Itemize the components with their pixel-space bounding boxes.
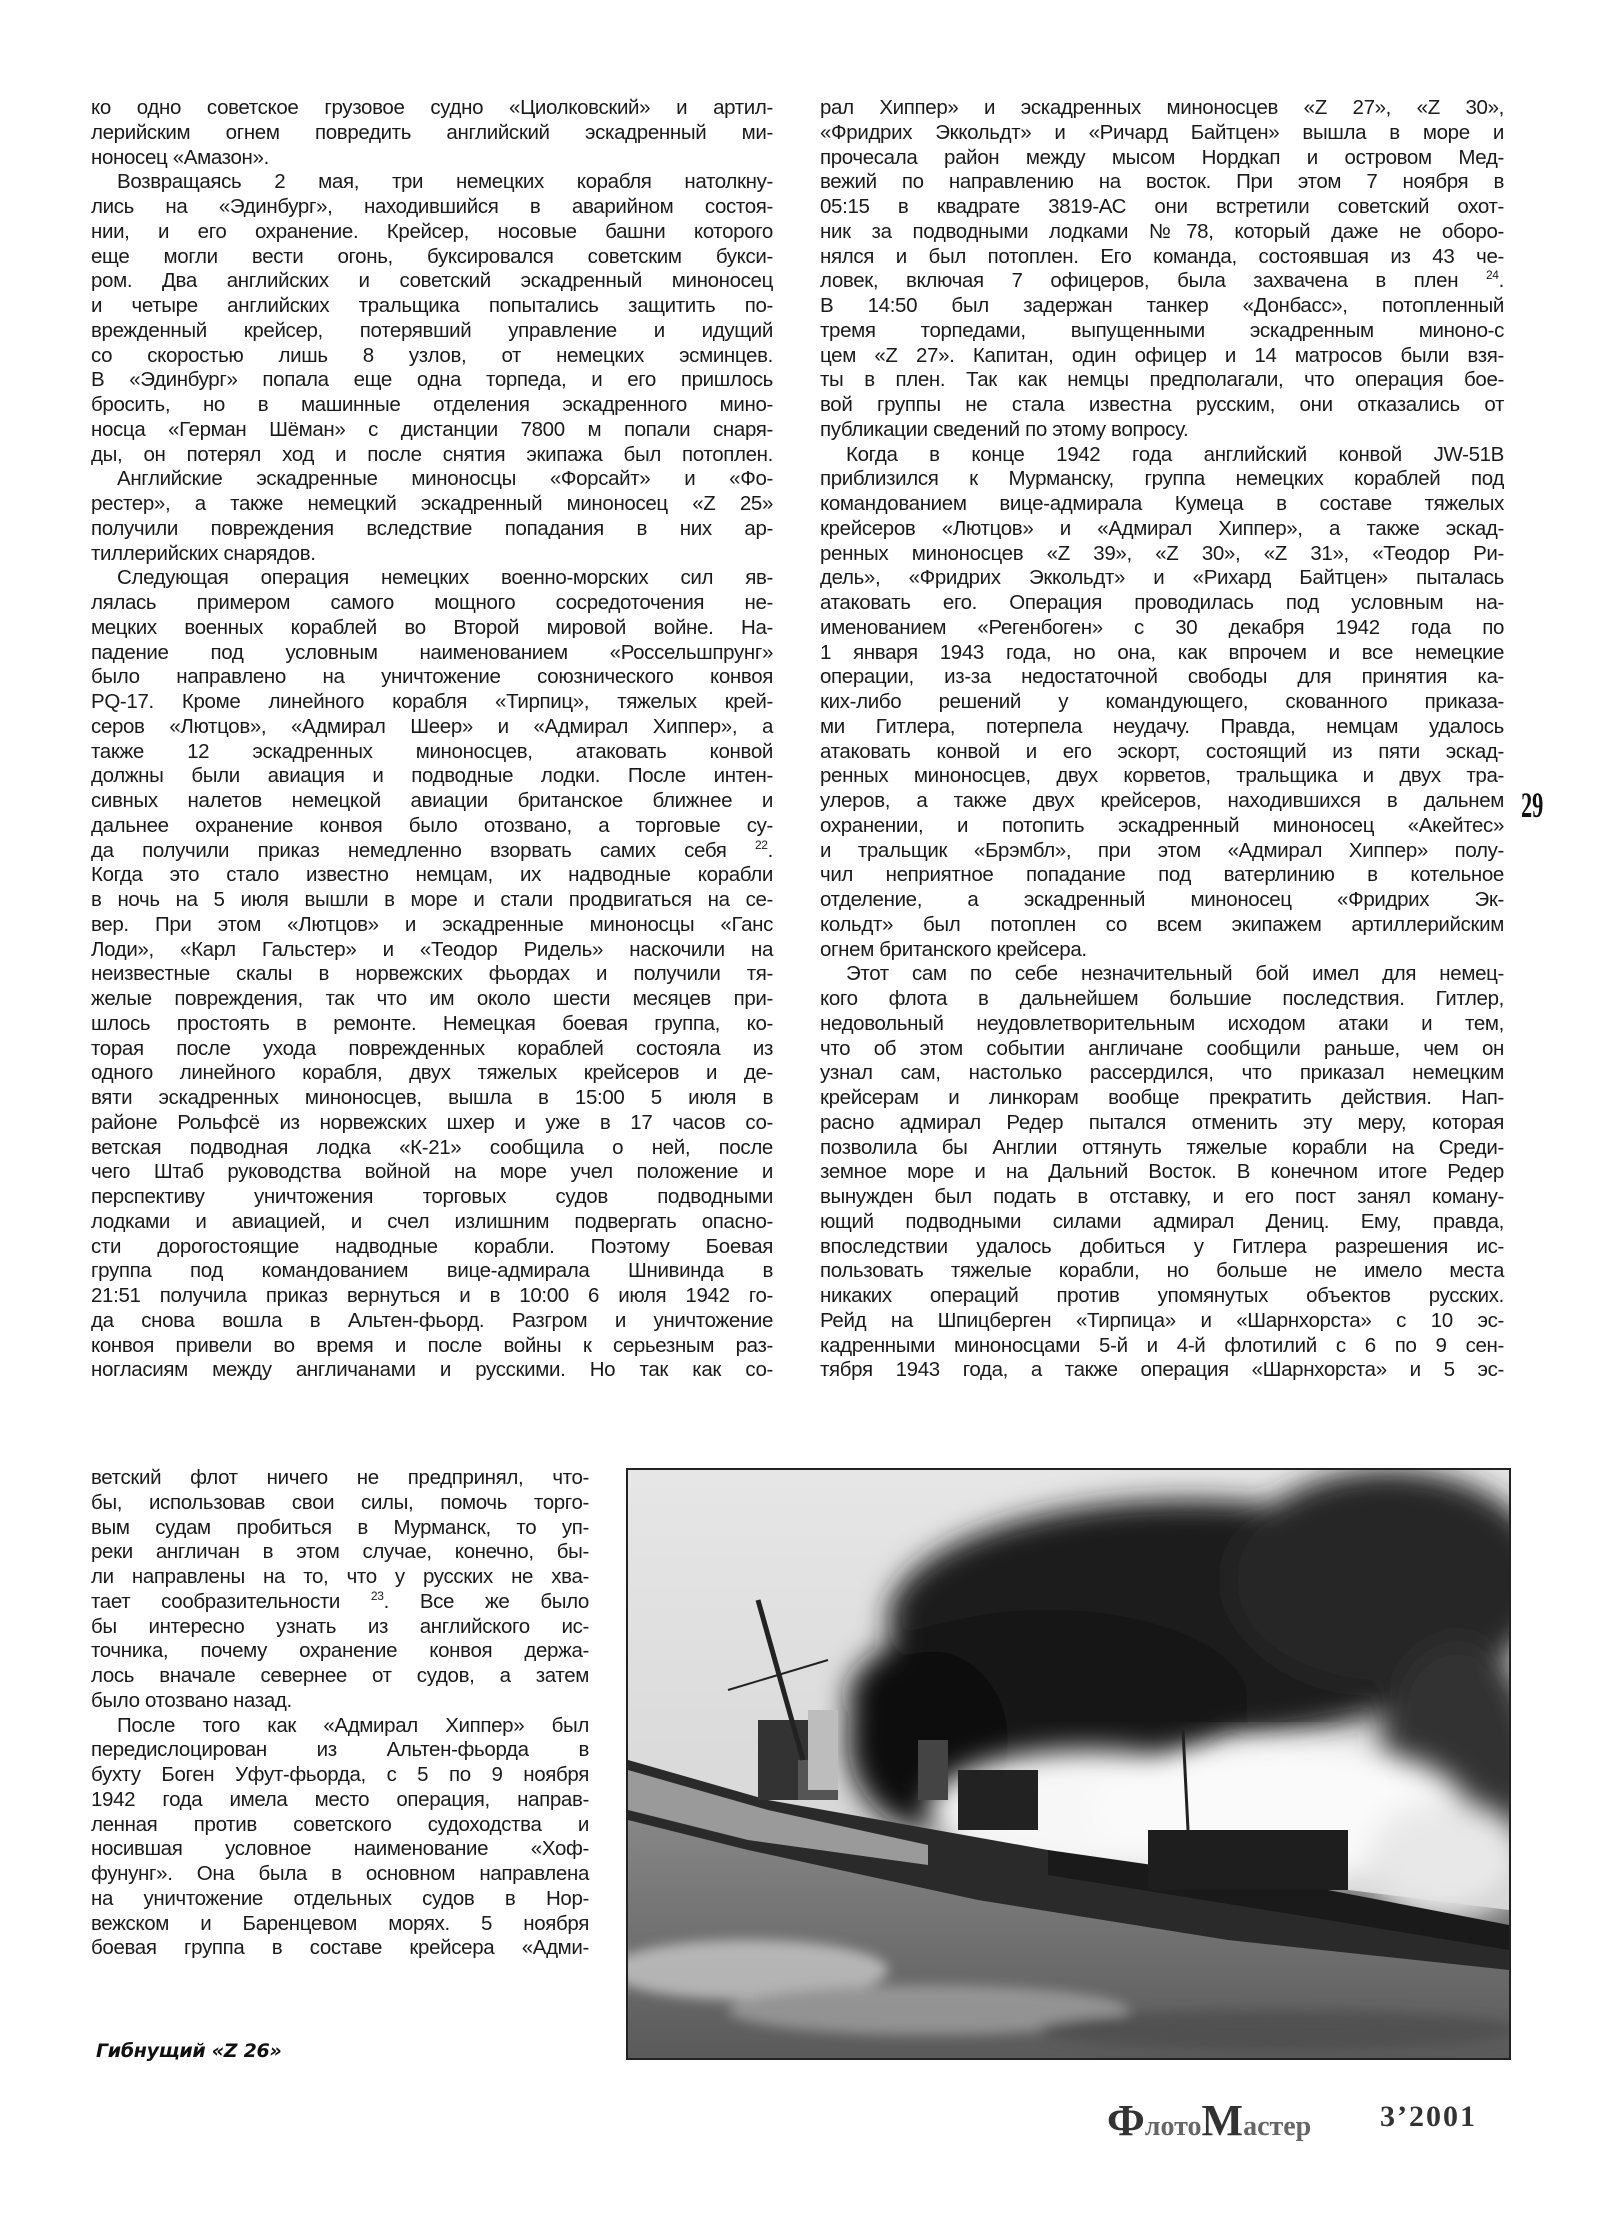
text-line: лодками и авиацией, и счел излишним подвергать опасно- (91, 1209, 773, 1233)
text-line: отделение, а эскадренный миноносец «Фридрих Эк- (820, 888, 1504, 911)
photo-caption: Гибнущий «Z 26» (96, 2040, 282, 2062)
text-line: ли направлены на то, что у русских не хва- (91, 1565, 589, 1588)
text-line: публикации сведений по этому вопросу. (820, 417, 1189, 441)
text-line: вой группы не стала известна русским, они отказались от (820, 393, 1504, 416)
text-line: серов «Лютцов», «Адмирал Шеер» и «Адмирал Хиппер», а (91, 714, 773, 738)
photo-sinking-destroyer (626, 1468, 1511, 2060)
text-line: фунунг». Она была в основном направлена (91, 1862, 589, 1885)
text-line: сивных налетов немецкой авиации британское ближнее и (91, 789, 773, 812)
text-line: тиллерийских снарядов. (91, 541, 316, 565)
text-line: также 12 эскадренных миноносцев, атаковать конвой (91, 739, 773, 763)
text-line: шлось простоять в ремонте. Немецкая боевая группа, ко- (91, 1011, 773, 1035)
text-line-with-footnote (91, 839, 773, 864)
text-line: В 14:50 был задержан танкер «Донбасс», потопленный (820, 294, 1504, 317)
text-line: крейсерам и линкорам вообще прекратить действия. Нап- (820, 1086, 1504, 1109)
text-line: ких-либо решений у командующего, скованного приказа- (820, 690, 1504, 713)
issue-number: 3’2001 (1380, 2100, 1477, 2133)
text-line: Английские эскадренные миноносцы «Форсайт» и «Фо- (117, 467, 773, 491)
left-column (91, 96, 773, 1383)
text-line: лялась примером самого мощного сосредоточения не- (91, 591, 773, 614)
text-line: командованием вице-адмирала Кумеца в составе тяжелых (820, 492, 1504, 515)
text-line: кольдт» был потоплен со всем экипажем артиллерийским (820, 912, 1504, 936)
text-line: огнем британского крейсера. (820, 937, 1087, 961)
footnote-ref-22: 22 (754, 837, 768, 852)
text-line: ющий подводными силами адмирал Дениц. Ему, правда, (820, 1209, 1504, 1233)
text-line: носившая условное наименование «Хоф- (91, 1837, 589, 1861)
text-line: «Фридрих Эккольдт» и «Ричард Байтцен» вышла в море и (820, 120, 1504, 144)
title-fragment: астер (1243, 2111, 1312, 2142)
text-line: чил неприятное попадание под ватерлинию в котельное (820, 863, 1504, 887)
text-line: земное море и на Дальний Восток. В конечном итоге Редер (820, 1160, 1504, 1184)
text-line: ноносец «Амазон». (91, 145, 269, 169)
text-line: бы интересно узнать из английского ис- (91, 1614, 589, 1638)
text-line: ты в плен. Так как немцы предполагали, что операция бое- (820, 368, 1504, 392)
text-line: точника, почему охранение конвоя держа- (91, 1639, 589, 1663)
text-line: В «Эдинбург» попала еще одна торпеда, и его пришлось (91, 368, 773, 392)
text-line: впоследствии удалось добиться у Гитлера разрешения ис- (820, 1234, 1504, 1258)
text-line: чего Штаб руководства войной на море учел положение и (91, 1160, 773, 1184)
footnote-ref-23: 23 (370, 1588, 384, 1603)
text-line: недовольный неудовлетворительным исходом атаки и тем, (820, 1011, 1504, 1035)
text-line: ренных миноносцев, двух корветов, тральщика и двух тра- (820, 764, 1504, 788)
text-line: PQ-17. Кроме линейного корабля «Тирпиц», тяжелых крей- (91, 690, 773, 713)
text-line: одного линейного корабля, двух тяжелых крейсеров и де- (91, 1061, 773, 1085)
text-line: тремя торпедами, выпущенными эскадренным миноно-с (820, 318, 1504, 342)
text-line: атаковать конвой и его эскорт, состоящий из пяти эскад- (820, 739, 1504, 763)
text-line: улеров, а также двух крейсеров, находившихся в дальнем (820, 789, 1504, 812)
text-fragment: ловек, включая 7 офицеров, была захвачена в плен (820, 269, 1459, 293)
text-line: Возвращаясь 2 мая, три немецких корабля натолкну- (117, 170, 773, 194)
text-line: ко одно советское грузовое судно «Циолковский» и артил- (91, 96, 773, 119)
text-line: Этот сам по себе незначительный бой имел для немец- (846, 962, 1504, 986)
text-line-with-footnote (820, 269, 1504, 294)
text-line: вер. При этом «Лютцов» и эскадренные миноносцы «Ганс (91, 912, 773, 936)
text-line: конвоя привели во время и после войны к серьезным раз- (91, 1333, 773, 1357)
text-line: сти дорогостоящие надводные корабли. Поэтому Боевая (91, 1234, 773, 1258)
text-line: вежском и Баренцевом морях. 5 ноября (91, 1911, 589, 1935)
text-line: узнал сам, настолько рассердился, что приказал немецким (820, 1061, 1504, 1085)
text-line: именованием «Регенбоген» с 30 декабря 1942 года по (820, 615, 1504, 639)
text-fragment: . (1498, 269, 1504, 293)
text-line: боевая группа в составе крейсера «Адми- (91, 1936, 589, 1960)
text-line: 1 января 1943 года, но она, как впрочем и все немецкие (820, 640, 1504, 664)
text-line: районе Рольфсё из норвежских шхер и уже в 17 часов со- (91, 1110, 773, 1134)
text-line: еще могли вести огонь, буксировался советским букси- (91, 244, 773, 268)
text-line: получили повреждения вследствие попадания в них ар- (91, 516, 773, 540)
text-line: бросить, но в машинные отделения эскадренного мино- (91, 393, 773, 416)
text-line: дель», «Фридрих Эккольдт» и «Рихард Байтцен» пыталась (820, 566, 1504, 590)
text-line: Рейд на Шпицберген «Тирпица» и «Шарнхорста» с 10 эс- (820, 1308, 1504, 1332)
text-line: бы, использовав свои силы, помочь торго- (91, 1490, 589, 1514)
text-fragment: да получили приказ немедленно взорвать самих себя (91, 838, 727, 862)
right-column (820, 96, 1504, 1383)
text-line: ветский флот ничего не предпринял, что- (91, 1466, 589, 1489)
text-line: тября 1943 года, а также операция «Шарнхорста» и 5 эс- (820, 1358, 1504, 1382)
text-line: никаких операций против упомянутых объектов русских. (820, 1284, 1504, 1307)
title-letter: М (1201, 2096, 1244, 2145)
ship-smoke-illustration (628, 1470, 1509, 2058)
text-line: вяти эскадренных миноносцев, вышла в 15:00 5 июля в (91, 1086, 773, 1109)
text-line: на уничтожение отдельных судов в Нор- (91, 1886, 589, 1910)
text-line: Лоди», «Карл Гальстер» и «Теодор Ридель» наскочили на (91, 937, 773, 961)
text-fragment: тает сообразительности (91, 1589, 341, 1613)
text-line: После того как «Адмирал Хиппер» был (117, 1713, 589, 1737)
text-line: ми Гитлера, потерпела неудачу. Правда, немцам удалось (820, 714, 1504, 738)
text-line: желые повреждения, так что им около шести месяцев при- (91, 987, 773, 1010)
text-line: нии, и его охранение. Крейсер, носовые башни которого (91, 219, 773, 243)
text-line: вынужден был подать в отставку, и его пост занял коману- (820, 1185, 1504, 1208)
text-line: операции, из-за недостаточной свободы для принятия ка- (820, 665, 1504, 689)
text-line: пользовать тяжелые корабли, но больше не имело места (820, 1259, 1504, 1283)
title-letter: Ф (1107, 2096, 1145, 2145)
text-line: 05:15 в квадрате 3819-АС они встретили советский охот- (820, 195, 1504, 218)
text-line: группа под командованием вице-адмирала Шнивинда в (91, 1259, 773, 1283)
text-line: в ночь на 5 июля вышли в море и стали продвигаться на се- (91, 888, 773, 911)
text-line: лерийским огнем повредить английский эскадренный ми- (91, 120, 773, 144)
text-line: Следующая операция немецких военно-морских сил яв- (117, 566, 773, 590)
text-line: было направлено на уничтожение союзнического конвоя (91, 665, 773, 689)
text-line: рестер», а также немецкий эскадренный миноносец «Z 25» (91, 492, 773, 515)
text-line: ром. Два английских и советский эскадренный миноносец (91, 269, 773, 293)
text-line: ногласиям между англичанами и русскими. Но так как со- (91, 1358, 773, 1382)
left-narrow-column (91, 1466, 589, 1961)
text-line: ренных миноносцев «Z 39», «Z 30», «Z 31», «Теодор Ри- (820, 541, 1504, 565)
text-line: ды, он потерял ход и после снятия экипажа был потоплен. (91, 442, 773, 466)
text-line: позволила бы Англии оттянуть тяжелые корабли на Среди- (820, 1135, 1504, 1159)
text-line: и тральщик «Брэмбл», при этом «Адмирал Хиппер» полу- (820, 838, 1504, 862)
text-line: передислоцирован из Альтен-фьорда в (91, 1738, 589, 1762)
text-line: 21:51 получила приказ вернуться и в 10:00 6 июля 1942 го- (91, 1284, 773, 1307)
footnote-ref-24: 24 (1485, 268, 1499, 283)
text-line: вежий по направлению на восток. При этом 7 ноября в (820, 170, 1504, 194)
text-line: носца «Герман Шёман» с дистанции 7800 м попали снаря- (91, 417, 773, 441)
text-line: Когда это стало известно немцам, их надводные корабли (91, 863, 773, 887)
text-line: и четыре английских тральщика попытались защитить по- (91, 294, 773, 317)
text-line: реки англичан в этом случае, конечно, бы- (91, 1540, 589, 1564)
title-fragment: лото (1144, 2111, 1202, 2142)
text-line: приблизился к Мурманску, группа немецких кораблей под (820, 467, 1504, 491)
text-line: мецких военных кораблей во Второй мировой войне. На- (91, 615, 773, 639)
text-fragment: . Все же было (383, 1589, 589, 1613)
text-line: рал Хиппер» и эскадренных миноносцев «Z 27», «Z 30», (820, 96, 1504, 119)
text-line: со скоростью лишь 8 узлов, от немецких эсминцев. (91, 343, 773, 367)
text-line: бухту Боген Уфут-фьорда, с 5 по 9 ноября (91, 1763, 589, 1786)
text-line: торая после ухода поврежденных кораблей состояла из (91, 1036, 773, 1060)
text-line: ветская подводная лодка «К-21» сообщила о ней, после (91, 1135, 773, 1159)
text-line: падение под условным наименованием «Россельшпрунг» (91, 640, 773, 664)
text-line: нялся и был потоплен. Его команда, состоявшая из 43 че- (820, 244, 1504, 268)
text-line: должны были авиация и подводные лодки. После интен- (91, 764, 773, 788)
text-line: атаковать его. Операция проводилась под условным на- (820, 591, 1504, 614)
text-line: ник за подводными лодками №78, который даже не оборо- (820, 219, 1504, 243)
text-line: врежденный крейсер, потерявший управление и идущий (91, 318, 773, 342)
text-line: да снова вошла в Альтен-фьорд. Разгром и уничтожение (91, 1308, 773, 1332)
magazine-title (1107, 2095, 1311, 2146)
text-line: что об этом событии англичане сообщили раньше, чем он (820, 1036, 1504, 1060)
text-line: перспективу уничтожения торговых судов подводными (91, 1185, 773, 1208)
text-line: цем «Z 27». Капитан, один офицер и 14 матросов были взя- (820, 343, 1504, 367)
text-line-with-footnote (91, 1590, 589, 1615)
page-number: 29 (1521, 785, 1544, 825)
text-line: кадренными миноносцами 5-й и 4-й флотилий с 6 по 9 сен- (820, 1333, 1504, 1357)
text-line: крейсеров «Лютцов» и «Адмирал Хиппер», а также эскад- (820, 516, 1504, 540)
text-line: лось вначале севернее от судов, а затем (91, 1664, 589, 1687)
text-line: лись на «Эдинбург», находившийся в аварийном состоя- (91, 195, 773, 218)
text-line: охранении, и потопить эскадренный миноносец «Акейтес» (820, 813, 1504, 837)
text-line: вым судам пробиться в Мурманск, то уп- (91, 1515, 589, 1539)
text-line: прочесала район между мысом Нордкап и островом Мед- (820, 145, 1504, 169)
text-line: расно адмирал Редер пытался отменить эту меру, которая (820, 1110, 1504, 1134)
text-line: 1942 года имела место операция, направ- (91, 1787, 589, 1811)
text-line: Когда в конце 1942 года английский конвой JW-51B (846, 442, 1504, 466)
text-line: кого флота в дальнейшем большие последствия. Гитлер, (820, 987, 1504, 1010)
text-line: было отозвано назад. (91, 1688, 292, 1712)
text-line: ленная против советского судоходства и (91, 1812, 589, 1836)
text-line: неизвестные скалы в норвежских фьордах и получили тя- (91, 962, 773, 986)
text-fragment: . (767, 838, 773, 862)
text-line: дальнее охранение конвоя было отозвано, а торговые су- (91, 813, 773, 837)
